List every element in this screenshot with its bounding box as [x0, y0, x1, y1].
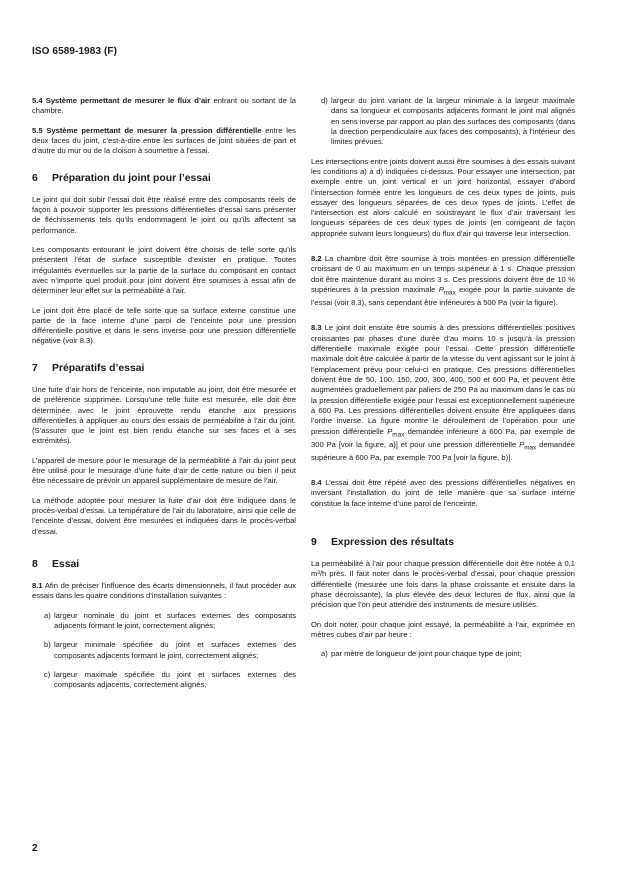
clause-5-4-text: entrant ou sortant de la chambre. [32, 96, 296, 116]
clause-8-1-label: 8.1 [32, 581, 43, 591]
clause-8-3-text-b: demandée inférieure à 600 Pa, par exemple de 300 Pa [voir la figure, a)] et pour une pression différentielle [311, 426, 576, 449]
list-item [32, 670, 296, 691]
left-column [32, 96, 296, 700]
list-item-text: largeur minimale spécifiée du joint et surfaces externes des composants adjacents formant le joint, correctement alignés; [54, 640, 296, 660]
list-item-key: d) [321, 96, 328, 105]
section-9-paragraph-1: La perméabilité à l’air pour chaque pression différentielle doit être notée à 0,1 m³/h près. Il faut noter dans le procès-verbal d’essai, pour chaque pression différentielle (mesurée une fois dans la phase croissante et ensuite dans la phase décroissante), la plus élevée des deux lectures de flux, ainsi que la précision que l’on peut attendre des instruments de mesure utilisés. [311, 559, 575, 610]
clause-8-3-text-a: Le joint doit ensuite être soumis à des pressions différentielles positives croissantes par phases d’une durée d’au moins 10 s jusqu’à la pression différentielle maximale exigée pour l’essai. Cette pression différentielle maximale doit être calculée à partir de la vitesse du vent agissant sur le joint à l’emplacement prévu pour celui-ci en pratique. Ces pressions différentielles doivent être de 50, 100, 150, 200, 300, 400, 500 et 600 Pa, et peuvent être augmentées graduellement par paliers de 250 Pa au maximum dans le cas où la pression différentielle exigée pour l’essai est exceptionnellement supérieure à 600 Pa. Les pressions différentielles doivent ensuite être appliquées dans l’ordre inverse. La figure montre le déroulement de l’opération pour une pression différentielle [311, 323, 575, 436]
section-7-title: Préparatifs d’essai [52, 362, 145, 374]
list-item-text: largeur du joint variant de la largeur minimale à la largeur maximale dans sa longueur et composants adjacents formant le joint mal alignés en sens inverse par rapport au plan des surfaces des composants (dans la direction perpendiculaire aux faces des composants), à l’intérieur des limites prévues. [331, 96, 575, 147]
list-item-text: largeur maximale spécifiée du joint et surfaces externes des composants adjacents, correctement alignés; [54, 669, 296, 690]
section-6-paragraph-3: Le joint doit être placé de telle sorte que sa surface externe constitue une partie de la face interne d’une paroi de l’enceinte pour une pression différentielle positive et dans le sens inverse pour une pression différentielle négative (voir 8.3). [32, 305, 296, 346]
section-6-heading [32, 172, 296, 186]
section-9-number: 9 [311, 537, 317, 549]
list-item [32, 640, 296, 661]
clause-8-4 [311, 478, 575, 509]
pmax-subscript: max [392, 431, 405, 439]
list-item [311, 96, 575, 148]
section-9-paragraph-2: On doit noter, pour chaque joint essayé, la perméabilité à l’air, exprimée en mètres cubes d’air par heure : [311, 619, 575, 640]
clause-5-4-label: 5.4 Système permettant de mesurer le flux d’air [32, 96, 211, 105]
clause-8-2-label: 8.2 [311, 254, 322, 264]
section-8-number: 8 [32, 558, 38, 570]
section-6-number: 6 [32, 172, 38, 184]
clause-8-2-text-b: exigée pour la partie suivante de l’essai (voir 8.3), sans cependant être inférieures à 500 Pa (voir la figure). [311, 285, 575, 308]
clause-5-5-text: entre les deux faces du joint, c’est-à-dire entre les surfaces de joint situées de part et d’autre du mur ou de la cloison à soumettre à l’essai. [32, 125, 296, 156]
clause-8-1 [32, 581, 296, 602]
clause-8-4-text: L’essai doit être répété avec des pressions différentielles négatives en inversant l’installation du joint de telle manière que sa surface interne constitue la face interne d’une paroi de l’enceinte. [311, 478, 575, 508]
pmax-symbol: P [519, 439, 525, 449]
section-7-paragraph-3: La méthode adoptée pour mesurer la fuite d’air doit être indiquée dans le procès-verbal d’essai. La température de l’air du laboratoire, ainsi que celle de l’enceinte d’essai, doivent être mesurées et indiquées dans le procès-verbal d’essai. [32, 495, 296, 536]
section-9-heading [311, 536, 575, 550]
clause-5-5 [32, 126, 296, 157]
list-item-text: largeur nominale du joint et surfaces externes des composants adjacents formant le joint, correctement alignés; [54, 610, 296, 631]
section-7-heading [32, 362, 296, 376]
section-6-paragraph-2: Les composants entourant le joint doivent être choisis de telle sorte qu’ils présentent l’état de surface susceptible d’exister en pratique. Toutes irrégularités éventuelles sur la partie de la surface du composant en contact avec n’importe quel produit pour joint doivent être soumises à essai afin de déterminer leur effet sur la perméabilité à l’air. [32, 244, 296, 296]
section-6-paragraph-1: Le joint qui doit subir l’essai doit être réalisé entre des composants réels de façon à pouvoir supporter les pressions différentielles d’essai sans présenter de fléchissements tels qu’ils endommagent le joint ou qu’ils affectent sa performance. [32, 194, 296, 235]
list-item [32, 611, 296, 632]
clause-8-4-label: 8.4 [311, 478, 322, 488]
pmax-symbol: P [387, 426, 393, 436]
list-item-key: a) [44, 610, 51, 620]
list-item-key: c) [44, 669, 51, 679]
section-7-number: 7 [32, 362, 38, 374]
pmax-subscript: max [524, 444, 537, 452]
clause-8-3 [311, 323, 575, 463]
clause-5-5-label: 5.5 Système permettant de mesurer la pression différentielle [32, 125, 262, 135]
pmax-subscript: max [443, 289, 456, 297]
clause-8-3-text-c: demandée supérieure à 600 Pa, par exemple 700 Pa [voir la figure, b)]. [311, 439, 576, 462]
clause-5-4 [32, 96, 296, 117]
list-item [311, 649, 575, 659]
intersections-paragraph: Les intersections entre joints doivent aussi être soumises à des essais suivant les conditions a) à d) indiquées ci-dessus. Pour essayer une intersection, par exemple entre un joint vertical et un joint horizontal, essayer d’abord l’intersection formée entre les longueurs de ces deux types de joints, puis essayer des longueurs séparées de ces deux types de joints. L’effet de l’intersection est alors calculé en soustrayant le flux d’air traversant les longueurs séparées de ces deux types de joints (en corrigeant de façon appropriée suivant leurs longueurs) du flux d’air qui traverse leur intersection. [311, 156, 575, 238]
section-6-title: Préparation du joint pour l’essai [52, 172, 211, 184]
list-item-key: b) [44, 640, 51, 650]
clause-8-1-text: Afin de préciser l’influence des écarts dimensionnels, il faut procéder aux essais dans les quatre conditions d’installation suivantes : [32, 581, 296, 601]
section-7-paragraph-1: Une fuite d’air hors de l’enceinte, non imputable au joint, doit être mesurée et de préférence supprimée. Lorsqu’une telle fuite est mesurée, elle doit être déterminée avec le joint éprouvette rendu étanche aux pressions différentielles à appliquer au cours des essais de perméabilité à l’air du joint. (S’assurer que le joint est bien rendu étanche sur ses faces et à ses extrémités). [32, 384, 296, 446]
pmax-symbol: P [438, 285, 444, 294]
clause-8-3-label: 8.3 [311, 323, 322, 333]
section-8-title: Essai [52, 558, 80, 570]
list-item-key: a) [321, 649, 328, 659]
list-item-text: par mètre de longueur de joint pour chaque type de joint; [331, 649, 522, 659]
document-header: ISO 6589-1983 (F) [32, 46, 118, 57]
section-9-title: Expression des résultats [331, 537, 455, 549]
section-7-paragraph-2: L’appareil de mesure pour le mesurage de la perméabilité à l’air du joint peut être utilisé pour le mesurage d’une fuite d’air de cette nature ou bien il peut être nécessaire de prévoir un appareil supplémentaire de mesure de l’air. [32, 455, 296, 486]
clause-8-2 [311, 254, 575, 308]
right-column [311, 96, 575, 669]
page-number: 2 [32, 843, 38, 854]
section-8-heading [32, 558, 296, 572]
clause-8-2-text-a: La chambre doit être soumise à trois montées en pression différentielle croissant de 0 au maximum en un temps supérieur à 1 s. Chaque pression doit être maintenue durant au moins 3 s. Ces pressions doivent être de 10 % supérieures à la pression maximale [311, 254, 575, 294]
